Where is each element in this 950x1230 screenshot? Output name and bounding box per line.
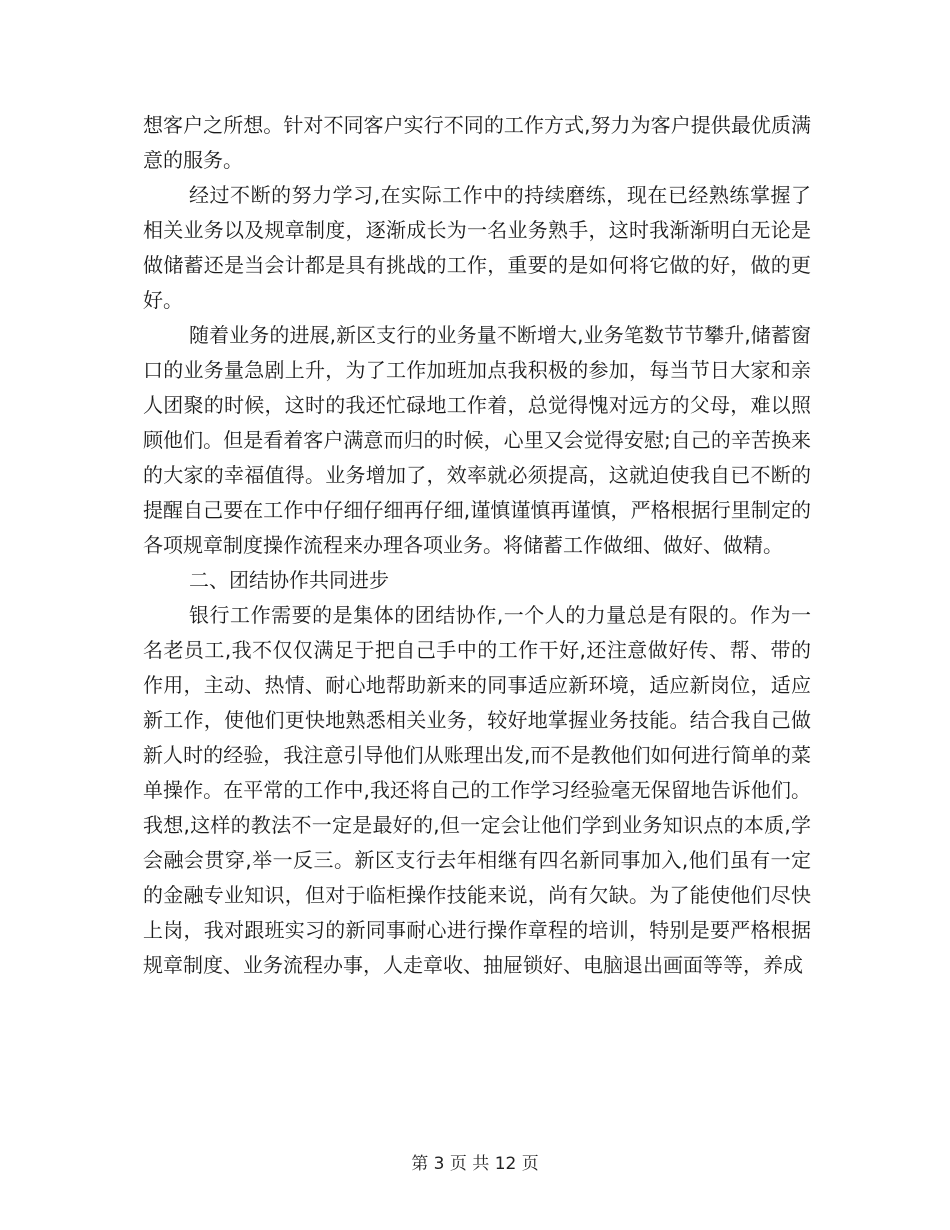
body-text bbox=[143, 108, 811, 983]
page-number-footer: 第 3 页 共 12 页 bbox=[411, 1154, 539, 1174]
paragraph-learning: 经过不断的努力学习,在实际工作中的持续磨练，现在已经熟练掌握了相关业务以及规章制度，逐渐成长为一名业务熟手，这时我渐渐明白无论是做储蓄还是当会计都是具有挑战的工作，重要的是如何将它做的好，做的更好。 bbox=[143, 183, 811, 312]
section-heading-teamwork: 二、团结协作共同进步 bbox=[189, 568, 389, 592]
paragraph-continuation: 想客户之所想。针对不同客户实行不同的工作方式,努力为客户提供最优质满意的服务。 bbox=[143, 113, 811, 172]
paragraph-teamwork: 银行工作需要的是集体的团结协作,一个人的力量总是有限的。作为一名老员工,我不仅仅满足于把自己手中的工作干好,还注意做好传、帮、带的作用，主动、热情、耐心地帮助新来的同事适应新环境，适应新岗位，适应新工作，使他们更快地熟悉相关业务，较好地掌握业务技能。结合我自己做新人时的经验，我注意引导他们从账理出发,而不是教他们如何进行简单的菜单操作。在平常的工作中,我还将自己的工作学习经验毫无保留地告诉他们。我想,这样的教法不一定是最好的,但一定会让他们学到业务知识点的本质,学会融会贯穿,举一反三。新区支行去年相继有四名新同事加入,他们虽有一定的金融专业知识，但对于临柜操作技能来说，尚有欠缺。为了能使他们尽快上岗，我对跟班实习的新同事耐心进行操作章程的培训，特别是要严格根据规章制度、业务流程办事，人走章收、抽屉锁好、电脑退出画面等等，养成 bbox=[143, 603, 811, 977]
paragraph-workload: 随着业务的进展,新区支行的业务量不断增大,业务笔数节节攀升,储蓄窗口的业务量急剧上升，为了工作加班加点我积极的参加，每当节日大家和亲人团聚的时候，这时的我还忙碌地工作着，总觉得愧对远方的父母，难以照顾他们。但是看着客户满意而归的时候，心里又会觉得安慰;自己的辛苦换来的大家的幸福值得。业务增加了，效率就必须提高，这就迫使我自已不断的提醒自己要在工作中仔细仔细再仔细,谨慎谨慎再谨慎，严格根据行里制定的各项规章制度操作流程来办理各项业务。将储蓄工作做细、做好、做精。 bbox=[143, 323, 811, 557]
